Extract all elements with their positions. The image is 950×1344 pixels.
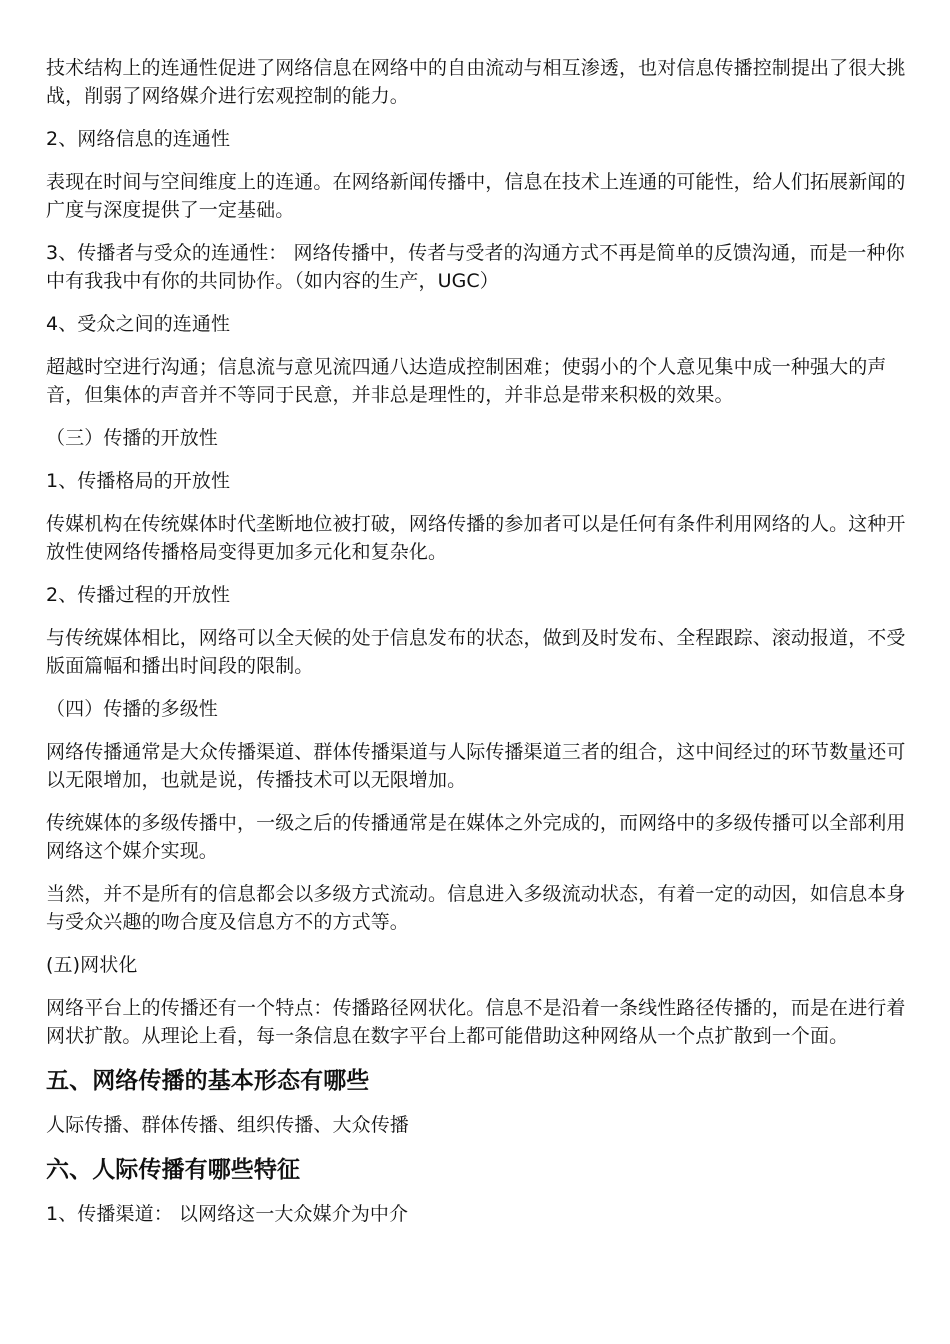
paragraph: 人际传播、群体传播、组织传播、大众传播 — [46, 1114, 409, 1136]
subheading: 2、传播过程的开放性 — [46, 584, 231, 606]
section-heading: (五)网状化 — [46, 954, 138, 976]
paragraph: 当然，并不是所有的信息都会以多级方式流动。信息进入多级流动状态，有着一定的动因，如信息本身与受众兴趣的吻合度及信息方不的方式等。 — [46, 883, 906, 933]
subheading: 1、传播格局的开放性 — [46, 470, 231, 492]
paragraph: 传媒机构在传统媒体时代垄断地位被打破，网络传播的参加者可以是任何有条件利用网络的人。这种开放性使网络传播格局变得更加多元化和复杂化。 — [46, 513, 906, 563]
paragraph: 表现在时间与空间维度上的连通。在网络新闻传播中，信息在技术上连通的可能性，给人们拓展新闻的广度与深度提供了一定基础。 — [46, 171, 906, 221]
section-heading: （四）传播的多级性 — [46, 698, 218, 720]
paragraph: 超越时空进行沟通；信息流与意见流四通八达造成控制困难；使弱小的个人意见集中成一种强大的声音，但集体的声音并不等同于民意，并非总是理性的，并非总是带来积极的效果。 — [46, 356, 887, 406]
paragraph: 与传统媒体相比，网络可以全天候的处于信息发布的状态，做到及时发布、全程跟踪、滚动报道，不受版面篇幅和播出时间段的限制。 — [46, 627, 906, 677]
chapter-heading: 六、人际传播有哪些特征 — [46, 1157, 301, 1183]
paragraph: 网络传播通常是大众传播渠道、群体传播渠道与人际传播渠道三者的组合，这中间经过的环节数量还可以无限增加，也就是说，传播技术可以无限增加。 — [46, 741, 906, 791]
paragraph: 3、传播者与受众的连通性： 网络传播中，传者与受者的沟通方式不再是简单的反馈沟通，而是一种你中有我我中有你的共同协作。（如内容的生产，UGC） — [46, 242, 905, 292]
subheading: 2、网络信息的连通性 — [46, 128, 231, 150]
paragraph: 技术结构上的连通性促进了网络信息在网络中的自由流动与相互渗透，也对信息传播控制提出了很大挑战，削弱了网络媒介进行宏观控制的能力。 — [46, 57, 906, 107]
chapter-heading: 五、网络传播的基本形态有哪些 — [46, 1068, 370, 1094]
subheading: 4、受众之间的连通性 — [46, 313, 231, 335]
subheading: 1、传播渠道： 以网络这一大众媒介为中介 — [46, 1203, 409, 1225]
paragraph: 网络平台上的传播还有一个特点：传播路径网状化。信息不是沿着一条线性路径传播的，而是在进行着网状扩散。从理论上看，每一条信息在数字平台上都可能借助这种网络从一个点扩散到一个面。 — [46, 997, 906, 1047]
paragraph: 传统媒体的多级传播中，一级之后的传播通常是在媒体之外完成的，而网络中的多级传播可以全部利用网络这个媒介实现。 — [46, 812, 906, 862]
section-heading: （三）传播的开放性 — [46, 427, 218, 449]
